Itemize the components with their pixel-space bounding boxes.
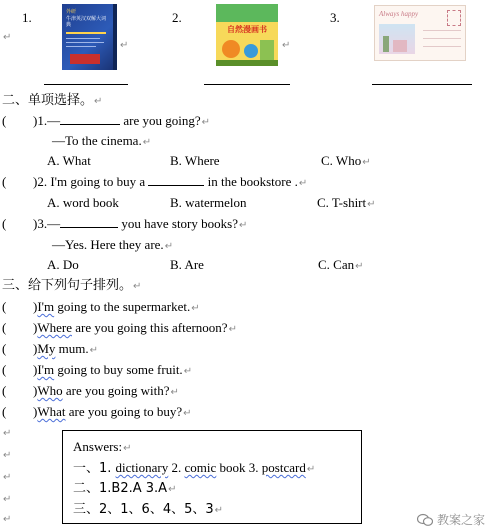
s3-paren-1: ( — [2, 299, 7, 314]
picture-number-1: 1. — [22, 10, 32, 25]
q2-option-b[interactable]: B. watermelon — [170, 195, 247, 210]
s3-paren-3: ( — [2, 341, 7, 356]
q1-reply: —To the cinema.↵ — [52, 133, 152, 148]
section-2-title: 二、单项选择。↵ — [2, 93, 103, 108]
q3-option-c[interactable]: C. Can↵ — [318, 257, 364, 272]
s3-sentence-6[interactable]: )What are you going to buy?↵ — [33, 404, 192, 419]
s3-paren-2: ( — [2, 320, 7, 335]
q2-blank[interactable] — [148, 174, 204, 186]
q3-option-a[interactable]: A. Do — [47, 257, 79, 272]
watermark — [417, 511, 485, 528]
s3-paren-5: ( — [2, 383, 7, 398]
s3-paren-6: ( — [2, 404, 7, 419]
section-3-title: 三、给下列句子排列。↵ — [2, 278, 142, 293]
answers-line-1: 一、1. dictionary 2. comic book 3. postcard↵ — [73, 460, 316, 476]
q1-blank[interactable] — [60, 113, 120, 125]
q2-paren: ( — [2, 174, 7, 189]
q2-option-c[interactable]: C. T-shirt↵ — [317, 195, 376, 210]
dictionary-image — [62, 4, 117, 70]
q3-line: )3.— you have story books?↵ — [33, 216, 248, 231]
picture-number-2: 2. — [172, 10, 182, 25]
postcard-text: Always happy — [379, 10, 419, 18]
q3-blank[interactable] — [60, 216, 118, 228]
s3-paren-4: ( — [2, 362, 7, 377]
q3-paren: ( — [2, 216, 7, 231]
s3-sentence-1[interactable]: )I'm going to the supermarket.↵ — [33, 299, 200, 314]
s3-sentence-5[interactable]: )Who are you going with?↵ — [33, 383, 179, 398]
answers-box — [62, 430, 362, 524]
answer-line-1[interactable] — [44, 84, 128, 85]
s3-sentence-2[interactable]: )Where are you going this afternoon?↵ — [33, 320, 237, 335]
q1-option-a[interactable]: A. What — [47, 153, 91, 168]
s3-sentence-3[interactable]: )My mum.↵ — [33, 341, 99, 356]
picture-number-3: 3. — [330, 10, 340, 25]
watermark-text: 教案之家 — [436, 513, 485, 527]
q3-option-b[interactable]: B. Are — [170, 257, 204, 272]
q3-reply: —Yes. Here they are.↵ — [52, 237, 174, 252]
comic-book-image — [216, 4, 278, 66]
comic-book-title: 自然漫画书 — [227, 25, 267, 34]
q1-option-b[interactable]: B. Where — [170, 153, 220, 168]
answer-line-3[interactable] — [372, 84, 472, 85]
answer-line-2[interactable] — [204, 84, 290, 85]
dictionary-title: 牛津英汉双解大词典 — [66, 16, 107, 28]
q1-option-c[interactable]: C. Who↵ — [321, 153, 371, 168]
s3-sentence-4[interactable]: )I'm going to buy some fruit.↵ — [33, 362, 193, 377]
q2-option-a[interactable]: A. word book — [47, 195, 119, 210]
q1-line: )1.— are you going?↵ — [33, 113, 210, 128]
answers-heading: Answers:↵ — [73, 439, 132, 454]
answers-line-3: 三、2、1、6、4、5、3↵ — [73, 502, 224, 517]
dictionary-publisher: 外研 — [66, 9, 77, 15]
q2-line: )2. I'm going to buy a in the bookstore .↵ — [33, 174, 308, 189]
q1-paren: ( — [2, 113, 7, 128]
chat-bubble-icon — [417, 513, 433, 527]
answers-line-2: 二、1.B2.A 3.A↵ — [73, 481, 177, 496]
postcard-image — [374, 5, 466, 61]
